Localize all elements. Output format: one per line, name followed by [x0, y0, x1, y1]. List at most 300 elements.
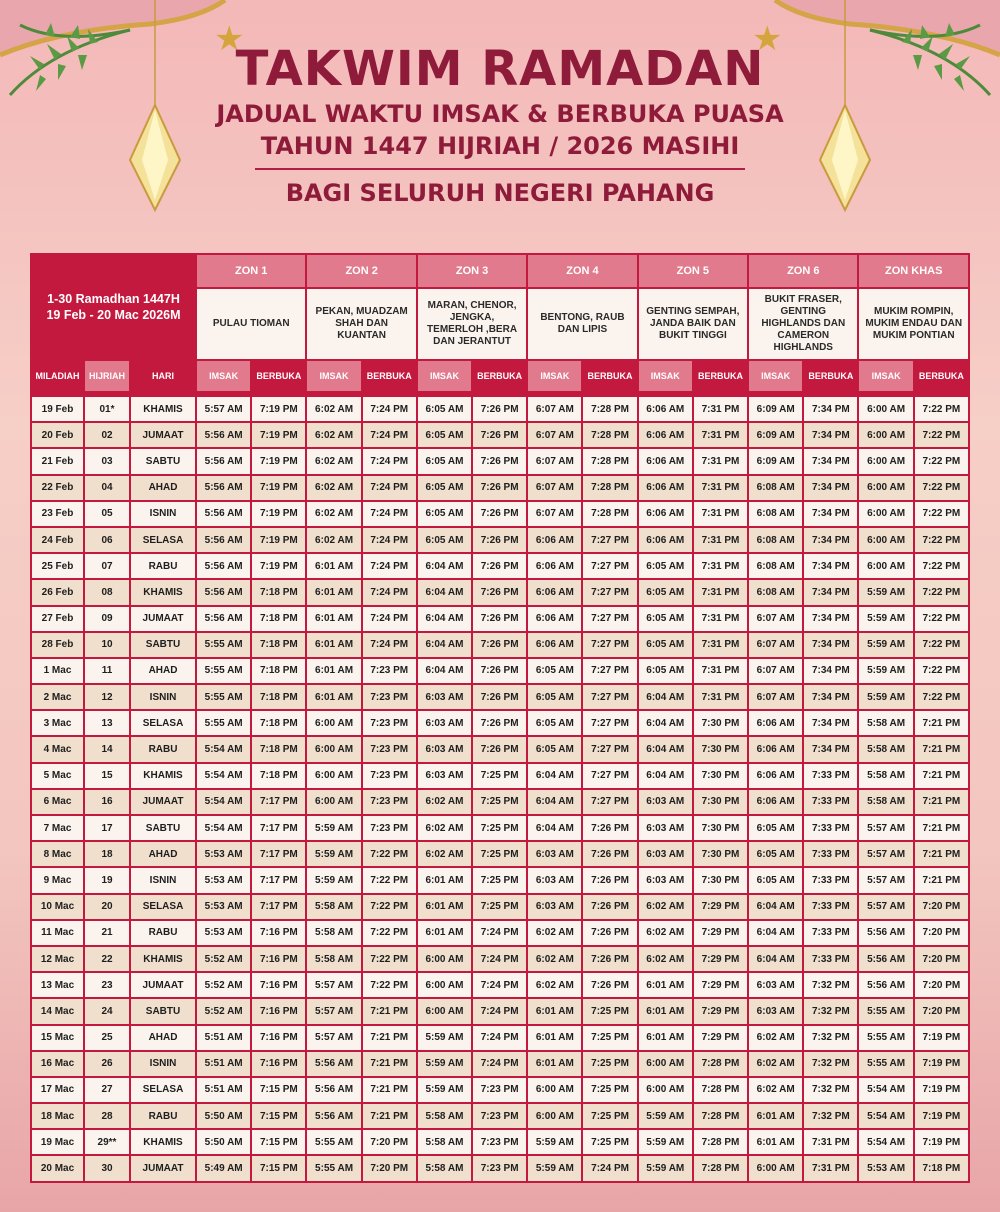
berbuka-time-cell: 7:18 PM — [252, 659, 305, 683]
header-spacer — [32, 393, 968, 395]
imsak-time-cell: 5:53 AM — [197, 868, 250, 892]
day-cell: RABU — [131, 737, 195, 761]
imsak-time-cell: 5:50 AM — [197, 1130, 250, 1154]
berbuka-time-cell: 7:22 PM — [363, 868, 416, 892]
column-imsak: IMSAK — [418, 361, 471, 391]
hijri-cell: 30 — [85, 1156, 129, 1180]
imsak-time-cell: 5:51 AM — [197, 1026, 250, 1050]
date-cell: 11 Mac — [32, 921, 83, 945]
column-berbuka: BERBUKA — [808, 371, 854, 381]
berbuka-time-cell: 7:30 PM — [694, 816, 747, 840]
imsak-time-cell: 5:57 AM — [307, 999, 360, 1023]
hijri-cell: 13 — [85, 711, 129, 735]
berbuka-time-cell: 7:26 PM — [473, 633, 526, 657]
imsak-time-cell: 6:08 AM — [749, 502, 802, 526]
berbuka-time-cell: 7:28 PM — [694, 1130, 747, 1154]
imsak-time-cell: 6:00 AM — [749, 1156, 802, 1180]
table-row — [32, 711, 968, 735]
table-row — [32, 921, 968, 945]
table-row — [32, 659, 968, 683]
imsak-time-cell: 6:00 AM — [859, 528, 912, 552]
imsak-time-cell: 6:03 AM — [749, 973, 802, 997]
berbuka-time-cell: 7:29 PM — [694, 973, 747, 997]
imsak-time-cell: 5:58 AM — [859, 737, 912, 761]
imsak-time-cell: 5:53 AM — [197, 921, 250, 945]
imsak-time-cell: 6:04 AM — [528, 764, 581, 788]
imsak-time-cell: 6:02 AM — [307, 449, 360, 473]
hijri-cell: 26 — [85, 1052, 129, 1076]
zone-areas-7: MUKIM ROMPIN, MUKIM ENDAU DAN MUKIM PONTIAN — [859, 289, 968, 359]
berbuka-time-cell: 7:34 PM — [804, 711, 857, 735]
date-cell: 15 Mac — [32, 1026, 83, 1050]
berbuka-time-cell: 7:25 PM — [583, 1130, 636, 1154]
berbuka-time-cell: 7:34 PM — [804, 685, 857, 709]
imsak-time-cell: 5:58 AM — [859, 764, 912, 788]
imsak-time-cell: 6:05 AM — [749, 842, 802, 866]
imsak-time-cell: 5:59 AM — [418, 1026, 471, 1050]
date-cell: 27 Feb — [32, 607, 83, 631]
imsak-time-cell: 5:59 AM — [528, 1130, 581, 1154]
imsak-time-cell: 6:07 AM — [528, 502, 581, 526]
berbuka-time-cell: 7:20 PM — [915, 947, 968, 971]
imsak-time-cell: 5:58 AM — [418, 1156, 471, 1180]
berbuka-time-cell: 7:34 PM — [804, 423, 857, 447]
imsak-time-cell: 6:00 AM — [307, 764, 360, 788]
berbuka-time-cell: 7:33 PM — [804, 842, 857, 866]
berbuka-time-cell: 7:23 PM — [473, 1156, 526, 1180]
imsak-time-cell: 6:03 AM — [749, 999, 802, 1023]
berbuka-time-cell: 7:16 PM — [252, 947, 305, 971]
zone-areas-2: PEKAN, MUADZAM SHAH DAN KUANTAN — [307, 289, 415, 359]
zone-header-6: ZON 6 — [749, 255, 857, 287]
imsak-time-cell: 5:53 AM — [859, 1156, 912, 1180]
imsak-time-cell: 6:08 AM — [749, 528, 802, 552]
imsak-time-cell: 6:00 AM — [639, 1052, 692, 1076]
imsak-time-cell: 5:56 AM — [307, 1104, 360, 1128]
berbuka-time-cell: 7:19 PM — [252, 423, 305, 447]
table-row — [32, 580, 968, 604]
imsak-time-cell: 6:04 AM — [639, 737, 692, 761]
imsak-time-cell: 6:02 AM — [307, 423, 360, 447]
imsak-time-cell: 6:05 AM — [418, 449, 471, 473]
berbuka-time-cell: 7:16 PM — [252, 1052, 305, 1076]
imsak-time-cell: 5:57 AM — [307, 1026, 360, 1050]
imsak-time-cell: 5:57 AM — [197, 397, 250, 421]
imsak-time-cell: 6:00 AM — [418, 973, 471, 997]
berbuka-time-cell: 7:20 PM — [363, 1130, 416, 1154]
berbuka-time-cell: 7:19 PM — [915, 1078, 968, 1102]
zone-header-2: ZON 2 — [307, 255, 415, 287]
berbuka-time-cell: 7:25 PM — [583, 1026, 636, 1050]
hijri-cell: 28 — [85, 1104, 129, 1128]
day-cell: SELASA — [131, 528, 195, 552]
berbuka-time-cell: 7:19 PM — [915, 1026, 968, 1050]
berbuka-time-cell: 7:23 PM — [473, 1078, 526, 1102]
date-cell: 7 Mac — [32, 816, 83, 840]
berbuka-time-cell: 7:31 PM — [694, 633, 747, 657]
berbuka-time-cell: 7:17 PM — [252, 842, 305, 866]
imsak-time-cell: 5:56 AM — [197, 580, 250, 604]
imsak-time-cell: 5:53 AM — [197, 895, 250, 919]
imsak-time-cell: 6:03 AM — [418, 764, 471, 788]
day-cell: ISNIN — [131, 1052, 195, 1076]
berbuka-time-cell: 7:17 PM — [252, 790, 305, 814]
imsak-time-cell: 6:04 AM — [639, 711, 692, 735]
imsak-time-cell: 6:05 AM — [639, 580, 692, 604]
imsak-time-cell: 5:59 AM — [859, 633, 912, 657]
berbuka-time-cell: 7:33 PM — [804, 764, 857, 788]
hijri-cell: 20 — [85, 895, 129, 919]
imsak-time-cell: 6:03 AM — [418, 737, 471, 761]
hijri-cell: 11 — [85, 659, 129, 683]
imsak-time-cell: 6:08 AM — [749, 476, 802, 500]
berbuka-time-cell: 7:24 PM — [363, 397, 416, 421]
berbuka-time-cell: 7:26 PM — [473, 476, 526, 500]
table-row — [32, 1156, 968, 1180]
berbuka-time-cell: 7:31 PM — [694, 502, 747, 526]
berbuka-time-cell: 7:21 PM — [915, 790, 968, 814]
berbuka-time-cell: 7:23 PM — [363, 711, 416, 735]
imsak-time-cell: 5:54 AM — [197, 790, 250, 814]
imsak-time-cell: 5:59 AM — [859, 685, 912, 709]
berbuka-time-cell: 7:22 PM — [363, 921, 416, 945]
imsak-time-cell: 6:04 AM — [749, 947, 802, 971]
imsak-time-cell: 6:04 AM — [749, 895, 802, 919]
berbuka-time-cell: 7:19 PM — [252, 502, 305, 526]
day-cell: SABTU — [131, 449, 195, 473]
day-cell: SELASA — [131, 711, 195, 735]
imsak-time-cell: 5:54 AM — [197, 816, 250, 840]
berbuka-time-cell: 7:27 PM — [583, 737, 636, 761]
column-hijriah: HIJRIAH — [85, 361, 129, 391]
column-imsak: IMSAK — [749, 361, 802, 391]
date-cell: 24 Feb — [32, 528, 83, 552]
berbuka-time-cell: 7:31 PM — [804, 1130, 857, 1154]
day-cell: JUMAAT — [131, 973, 195, 997]
gregorian-range-label: 19 Feb - 20 Mac 2026M — [46, 308, 181, 322]
day-cell: ISNIN — [131, 502, 195, 526]
table-row — [32, 895, 968, 919]
date-cell: 17 Mac — [32, 1078, 83, 1102]
day-cell: RABU — [131, 921, 195, 945]
date-cell: 12 Mac — [32, 947, 83, 971]
imsak-time-cell: 6:05 AM — [639, 607, 692, 631]
berbuka-time-cell: 7:25 PM — [583, 999, 636, 1023]
table-row — [32, 737, 968, 761]
berbuka-time-cell: 7:22 PM — [363, 947, 416, 971]
table-row — [32, 685, 968, 709]
imsak-time-cell: 5:59 AM — [418, 1078, 471, 1102]
berbuka-time-cell: 7:26 PM — [473, 502, 526, 526]
imsak-time-cell: 6:05 AM — [528, 685, 581, 709]
berbuka-time-cell: 7:23 PM — [363, 764, 416, 788]
berbuka-time-cell: 7:31 PM — [694, 580, 747, 604]
date-cell: 16 Mac — [32, 1052, 83, 1076]
berbuka-time-cell: 7:31 PM — [694, 554, 747, 578]
star-left-icon: ★ — [214, 20, 245, 58]
table-row — [32, 764, 968, 788]
hijri-cell: 06 — [85, 528, 129, 552]
column-miladiah: MILADIAH — [35, 371, 80, 381]
imsak-time-cell: 6:02 AM — [418, 790, 471, 814]
berbuka-time-cell: 7:21 PM — [363, 999, 416, 1023]
date-cell: 21 Feb — [32, 449, 83, 473]
berbuka-time-cell: 7:21 PM — [915, 737, 968, 761]
imsak-time-cell: 6:07 AM — [749, 607, 802, 631]
imsak-time-cell: 5:58 AM — [307, 921, 360, 945]
imsak-time-cell: 6:03 AM — [418, 711, 471, 735]
imsak-time-cell: 6:00 AM — [307, 737, 360, 761]
imsak-time-cell: 6:05 AM — [639, 633, 692, 657]
berbuka-time-cell: 7:27 PM — [583, 764, 636, 788]
imsak-time-cell: 5:56 AM — [859, 973, 912, 997]
berbuka-time-cell: 7:25 PM — [583, 1052, 636, 1076]
berbuka-time-cell: 7:32 PM — [804, 1026, 857, 1050]
berbuka-time-cell: 7:29 PM — [694, 895, 747, 919]
berbuka-time-cell: 7:27 PM — [583, 659, 636, 683]
day-cell: KHAMIS — [131, 1130, 195, 1154]
imsak-time-cell: 5:57 AM — [307, 973, 360, 997]
berbuka-time-cell: 7:21 PM — [915, 711, 968, 735]
hijri-cell: 14 — [85, 737, 129, 761]
berbuka-time-cell: 7:29 PM — [694, 1026, 747, 1050]
timetable-header — [32, 255, 968, 395]
imsak-time-cell: 5:58 AM — [307, 947, 360, 971]
berbuka-time-cell: 7:21 PM — [363, 1078, 416, 1102]
imsak-time-cell: 5:55 AM — [197, 685, 250, 709]
berbuka-time-cell: 7:23 PM — [363, 659, 416, 683]
hijri-cell: 12 — [85, 685, 129, 709]
imsak-time-cell: 6:06 AM — [528, 607, 581, 631]
berbuka-time-cell: 7:31 PM — [694, 659, 747, 683]
imsak-time-cell: 6:05 AM — [418, 502, 471, 526]
imsak-time-cell: 6:04 AM — [639, 685, 692, 709]
date-cell: 8 Mac — [32, 842, 83, 866]
hijri-cell: 02 — [85, 423, 129, 447]
day-cell: AHAD — [131, 476, 195, 500]
table-row — [32, 1130, 968, 1154]
berbuka-time-cell: 7:26 PM — [473, 554, 526, 578]
imsak-time-cell: 6:02 AM — [307, 528, 360, 552]
date-cell: 10 Mac — [32, 895, 83, 919]
imsak-time-cell: 5:51 AM — [197, 1052, 250, 1076]
imsak-time-cell: 5:56 AM — [307, 1078, 360, 1102]
table-row — [32, 633, 968, 657]
berbuka-time-cell: 7:29 PM — [694, 947, 747, 971]
berbuka-time-cell: 7:26 PM — [473, 423, 526, 447]
imsak-time-cell: 5:55 AM — [307, 1156, 360, 1180]
berbuka-time-cell: 7:28 PM — [694, 1156, 747, 1180]
berbuka-time-cell: 7:20 PM — [363, 1156, 416, 1180]
table-row — [32, 790, 968, 814]
imsak-time-cell: 5:55 AM — [307, 1130, 360, 1154]
imsak-time-cell: 6:06 AM — [749, 790, 802, 814]
timetable-body — [32, 397, 968, 1181]
imsak-time-cell: 6:00 AM — [307, 711, 360, 735]
imsak-time-cell: 6:07 AM — [749, 633, 802, 657]
berbuka-time-cell: 7:33 PM — [804, 868, 857, 892]
berbuka-time-cell: 7:24 PM — [363, 423, 416, 447]
berbuka-time-cell: 7:34 PM — [804, 397, 857, 421]
imsak-time-cell: 6:05 AM — [418, 423, 471, 447]
imsak-time-cell: 6:02 AM — [307, 502, 360, 526]
berbuka-time-cell: 7:20 PM — [915, 999, 968, 1023]
imsak-time-cell: 6:04 AM — [749, 921, 802, 945]
imsak-time-cell: 5:55 AM — [859, 1026, 912, 1050]
hijri-cell: 07 — [85, 554, 129, 578]
berbuka-time-cell: 7:31 PM — [694, 607, 747, 631]
imsak-time-cell: 6:05 AM — [418, 528, 471, 552]
berbuka-time-cell: 7:18 PM — [252, 607, 305, 631]
date-cell: 19 Feb — [32, 397, 83, 421]
table-row — [32, 1078, 968, 1102]
imsak-time-cell: 6:08 AM — [749, 554, 802, 578]
berbuka-time-cell: 7:19 PM — [252, 397, 305, 421]
imsak-time-cell: 5:54 AM — [859, 1104, 912, 1128]
imsak-time-cell: 6:05 AM — [418, 476, 471, 500]
table-row — [32, 947, 968, 971]
column-imsak: IMSAK — [639, 361, 692, 391]
zone-header-3: ZON 3 — [418, 255, 526, 287]
berbuka-time-cell: 7:26 PM — [583, 973, 636, 997]
imsak-time-cell: 6:06 AM — [528, 528, 581, 552]
date-cell: 13 Mac — [32, 973, 83, 997]
imsak-time-cell: 6:06 AM — [639, 502, 692, 526]
day-cell: KHAMIS — [131, 397, 195, 421]
imsak-time-cell: 5:57 AM — [859, 842, 912, 866]
berbuka-time-cell: 7:26 PM — [473, 449, 526, 473]
imsak-time-cell: 5:57 AM — [859, 816, 912, 840]
date-cell: 9 Mac — [32, 868, 83, 892]
berbuka-time-cell: 7:34 PM — [804, 633, 857, 657]
berbuka-time-cell: 7:18 PM — [252, 633, 305, 657]
imsak-time-cell: 5:55 AM — [197, 711, 250, 735]
berbuka-time-cell: 7:22 PM — [363, 842, 416, 866]
column-berbuka: BERBUKA — [918, 371, 964, 381]
date-cell: 19 Mac — [32, 1130, 83, 1154]
imsak-time-cell: 6:05 AM — [418, 397, 471, 421]
imsak-time-cell: 5:56 AM — [197, 502, 250, 526]
imsak-time-cell: 6:00 AM — [418, 947, 471, 971]
berbuka-time-cell: 7:28 PM — [583, 476, 636, 500]
hijri-cell: 19 — [85, 868, 129, 892]
berbuka-time-cell: 7:34 PM — [804, 502, 857, 526]
zone-areas-6: BUKIT FRASER, GENTING HIGHLANDS DAN CAMERON HIGHLANDS — [749, 289, 857, 359]
berbuka-time-cell: 7:20 PM — [915, 921, 968, 945]
imsak-time-cell: 6:00 AM — [639, 1078, 692, 1102]
berbuka-time-cell: 7:34 PM — [804, 476, 857, 500]
imsak-time-cell: 5:59 AM — [418, 1052, 471, 1076]
spacer-cell — [32, 393, 968, 395]
imsak-time-cell: 6:07 AM — [749, 685, 802, 709]
berbuka-time-cell: 7:30 PM — [694, 868, 747, 892]
imsak-time-cell: 5:56 AM — [859, 921, 912, 945]
imsak-time-cell: 6:01 AM — [639, 973, 692, 997]
berbuka-time-cell: 7:27 PM — [583, 685, 636, 709]
imsak-time-cell: 5:52 AM — [197, 973, 250, 997]
hijri-cell: 23 — [85, 973, 129, 997]
imsak-time-cell: 6:09 AM — [749, 397, 802, 421]
berbuka-time-cell: 7:25 PM — [473, 868, 526, 892]
date-cell: 2 Mac — [32, 685, 83, 709]
berbuka-time-cell: 7:30 PM — [694, 764, 747, 788]
hijri-cell: 29** — [85, 1130, 129, 1154]
imsak-time-cell: 6:00 AM — [418, 999, 471, 1023]
column-berbuka: BERBUKA — [256, 371, 302, 381]
berbuka-time-cell: 7:29 PM — [694, 999, 747, 1023]
table-row — [32, 502, 968, 526]
zone-areas-1: PULAU TIOMAN — [197, 289, 305, 359]
star-right-icon: ★ — [752, 20, 783, 58]
imsak-time-cell: 5:59 AM — [307, 816, 360, 840]
berbuka-time-cell: 7:22 PM — [363, 973, 416, 997]
day-cell: KHAMIS — [131, 947, 195, 971]
berbuka-time-cell: 7:31 PM — [694, 476, 747, 500]
imsak-time-cell: 6:02 AM — [528, 947, 581, 971]
berbuka-time-cell: 7:18 PM — [252, 764, 305, 788]
berbuka-time-cell: 7:30 PM — [694, 711, 747, 735]
imsak-time-cell: 6:06 AM — [528, 633, 581, 657]
imsak-time-cell: 6:02 AM — [749, 1026, 802, 1050]
header-divider — [255, 168, 745, 170]
hijri-cell: 17 — [85, 816, 129, 840]
berbuka-time-cell: 7:18 PM — [915, 1156, 968, 1180]
day-cell: AHAD — [131, 659, 195, 683]
imsak-time-cell: 5:57 AM — [859, 868, 912, 892]
berbuka-time-cell: 7:28 PM — [583, 449, 636, 473]
subtitle-line-1: JADUAL WAKTU IMSAK & BERBUKA PUASA — [216, 100, 784, 128]
berbuka-time-cell: 7:25 PM — [473, 790, 526, 814]
berbuka-time-cell: 7:15 PM — [252, 1078, 305, 1102]
berbuka-time-cell: 7:28 PM — [694, 1052, 747, 1076]
imsak-time-cell: 6:03 AM — [639, 816, 692, 840]
zone-header-5: ZON 5 — [639, 255, 747, 287]
imsak-time-cell: 6:04 AM — [528, 790, 581, 814]
berbuka-time-cell: 7:21 PM — [915, 842, 968, 866]
hijri-cell: 18 — [85, 842, 129, 866]
day-cell: RABU — [131, 1104, 195, 1128]
imsak-time-cell: 5:59 AM — [528, 1156, 581, 1180]
imsak-time-cell: 6:01 AM — [418, 921, 471, 945]
imsak-time-cell: 6:04 AM — [418, 607, 471, 631]
imsak-time-cell: 6:09 AM — [749, 449, 802, 473]
imsak-time-cell: 5:55 AM — [859, 1052, 912, 1076]
berbuka-time-cell: 7:19 PM — [915, 1130, 968, 1154]
berbuka-time-cell: 7:18 PM — [252, 737, 305, 761]
berbuka-time-cell: 7:23 PM — [473, 1130, 526, 1154]
berbuka-time-cell: 7:24 PM — [363, 607, 416, 631]
imsak-time-cell: 5:54 AM — [859, 1078, 912, 1102]
berbuka-time-cell: 7:22 PM — [915, 502, 968, 526]
imsak-time-cell: 6:07 AM — [528, 397, 581, 421]
imsak-time-cell: 6:01 AM — [307, 659, 360, 683]
imsak-time-cell: 6:06 AM — [639, 449, 692, 473]
berbuka-time-cell: 7:28 PM — [694, 1104, 747, 1128]
imsak-time-cell: 5:58 AM — [859, 711, 912, 735]
berbuka-time-cell: 7:33 PM — [804, 947, 857, 971]
imsak-time-cell: 6:02 AM — [639, 921, 692, 945]
berbuka-time-cell: 7:33 PM — [804, 895, 857, 919]
imsak-time-cell: 6:01 AM — [418, 868, 471, 892]
hijri-cell: 25 — [85, 1026, 129, 1050]
berbuka-time-cell: 7:25 PM — [473, 816, 526, 840]
imsak-time-cell: 6:07 AM — [528, 476, 581, 500]
berbuka-time-cell: 7:24 PM — [363, 449, 416, 473]
zone-areas-4: BENTONG, RAUB DAN LIPIS — [528, 289, 636, 359]
berbuka-time-cell: 7:21 PM — [363, 1052, 416, 1076]
page-header — [0, 40, 1000, 208]
imsak-time-cell: 6:04 AM — [418, 580, 471, 604]
